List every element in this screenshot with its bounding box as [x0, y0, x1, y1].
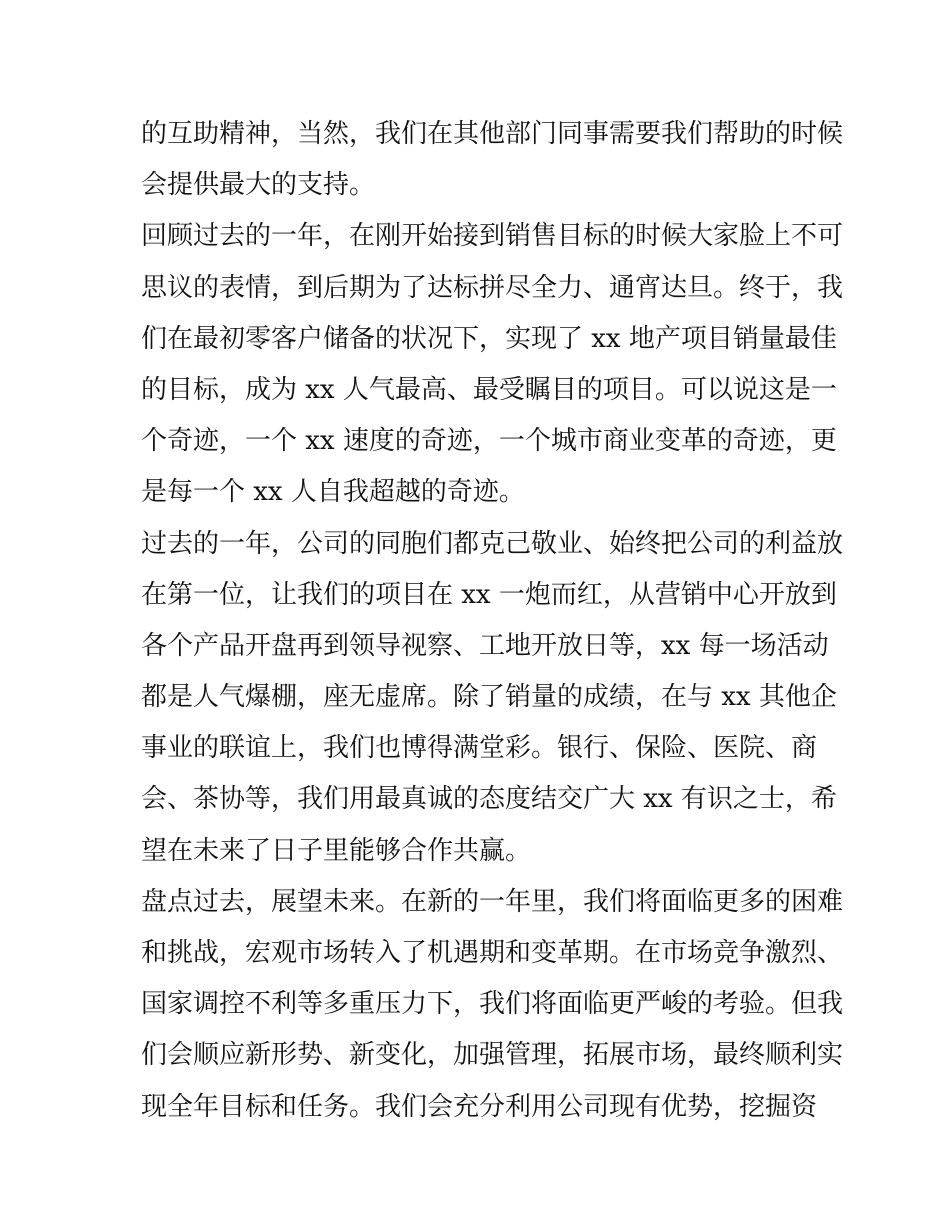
text-line: 和挑战，宏观市场转入了机遇期和变革期。在市场竞争激烈、 [141, 938, 844, 968]
text-line: 的互助精神，当然，我们在其他部门同事需要我们帮助的时候 [141, 119, 844, 149]
text-line: 盘点过去，展望未来。在新的一年里，我们将面临更多的困难 [141, 886, 844, 917]
text-line: 在第一位，让我们的项目在 xx 一炮而红，从营销中心开放到 [141, 579, 837, 610]
text-line: 事业的联谊上，我们也博得满堂彩。银行、保险、医院、商 [141, 733, 818, 764]
text-line: 们在最初零客户储备的状况下，实现了 xx 地产项目销量最佳 [141, 323, 837, 354]
text-line: 是每一个 xx 人自我超越的奇迹。 [141, 477, 525, 508]
text-line: 的目标，成为 xx 人气最高、最受瞩目的项目。可以说这是一 [141, 374, 837, 405]
text-line: 都是人气爆棚，座无虚席。除了销量的成绩，在与 xx 其他企 [141, 682, 837, 713]
document-body [141, 109, 844, 1133]
text-line: 现全年目标和任务。我们会充分利用公司现有优势，挖掘资 [141, 1091, 818, 1122]
text-line: 国家调控不利等多重压力下，我们将面临更严峻的考验。但我 [141, 989, 844, 1020]
text-line: 们会顺应新形势、新变化，加强管理，拓展市场，最终顺利实 [141, 1040, 844, 1071]
text-line: 回顾过去的一年，在刚开始接到销售目标的时候大家脸上不可 [141, 221, 844, 252]
text-line: 望在未来了日子里能够合作共赢。 [141, 835, 532, 866]
text-line: 各个产品开盘再到领导视察、工地开放日等，xx 每一场活动 [141, 630, 829, 661]
text-line: 会、茶协等，我们用最真诚的态度结交广大 xx 有识之士，希 [141, 784, 837, 815]
text-line: 过去的一年，公司的同胞们都克己敬业、始终把公司的利益放 [141, 528, 844, 559]
text-line: 会提供最大的支持。 [141, 170, 376, 201]
text-line: 个奇迹，一个 xx 速度的奇迹，一个城市商业变革的奇迹，更 [141, 426, 837, 457]
text-line: 思议的表情，到后期为了达标拼尽全力、通宵达旦。终于，我 [141, 272, 844, 303]
